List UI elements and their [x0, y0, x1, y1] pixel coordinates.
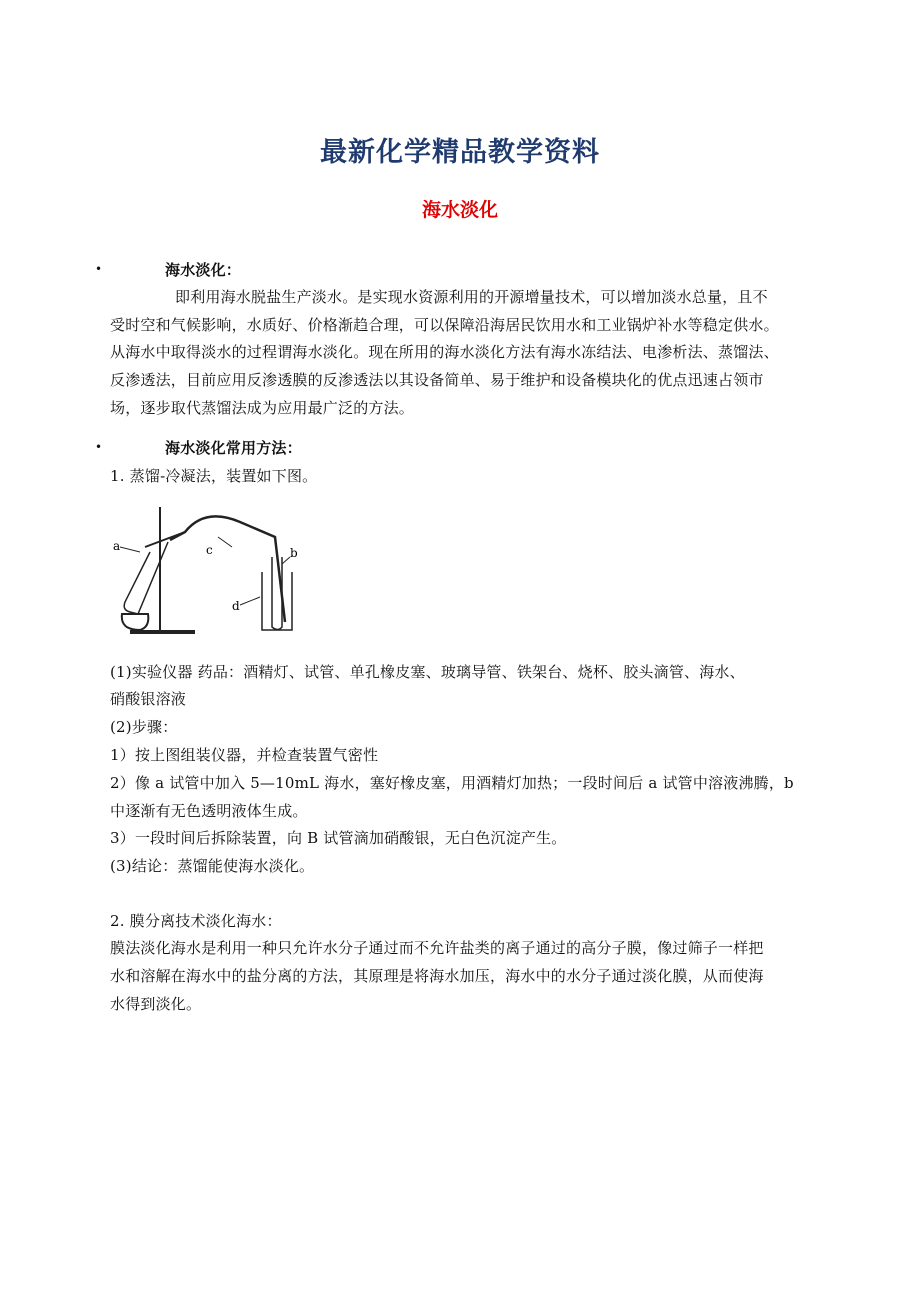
para-line: 反渗透法，目前应用反渗透膜的反渗透法以其设备简单、易于维护和设备模块化的优点迅速占领市: [110, 371, 764, 389]
para-line: 受时空和气候影响，水质好、价格渐趋合理，可以保障沿海居民饮用水和工业锅炉补水等稳定供水。: [110, 316, 779, 334]
para-line: 3）一段时间后拆除装置，向 B 试管滴加硝酸银，无白色沉淀产生。: [110, 829, 567, 847]
para-line: 水得到淡化。: [110, 995, 202, 1013]
para-line: (2)步骤：: [110, 718, 178, 736]
label-c: c: [206, 543, 213, 557]
para-line: 2）像 a 试管中加入 5—10mL 海水，塞好橡皮塞，用酒精灯加热；一段时间后 a 试管中溶液沸腾，b: [110, 774, 794, 792]
para-line: 硝酸银溶液: [110, 690, 187, 708]
label-d: d: [232, 599, 240, 613]
section-heading: 海水淡化：: [165, 261, 242, 279]
label-a: a: [113, 539, 121, 553]
para-line: 即利用海水脱盐生产淡水。是实现水资源利用的开源增量技术，可以增加淡水总量，且不: [175, 288, 768, 306]
section-heading: 海水淡化常用方法：: [165, 439, 302, 457]
para-line: (1)实验仪器 药品：酒精灯、试管、单孔橡皮塞、玻璃导管、铁架台、烧杯、胶头滴管、海水、: [110, 663, 745, 681]
bullet: •: [95, 262, 103, 276]
doc-subtitle: 海水淡化: [421, 199, 498, 221]
para-line: 水和溶解在海水中的盐分离的方法，其原理是将海水加压，海水中的水分子通过淡化膜，从而使海: [110, 967, 764, 985]
method-title: 2. 膜分离技术淡化海水：: [110, 912, 282, 930]
para-line: (3)结论：蒸馏能使海水淡化。: [110, 857, 315, 875]
para-line: 膜法淡化海水是利用一种只允许水分子通过而不允许盐类的离子通过的高分子膜，像过筛子一样把: [110, 939, 764, 957]
para-line: 1）按上图组装仪器，并检查装置气密性: [110, 746, 379, 764]
method-title: 1. 蒸馏-冷凝法，装置如下图。: [110, 467, 318, 485]
doc-title: 最新化学精品教学资料: [320, 137, 600, 168]
para-line: 中逐渐有无色透明液体生成。: [110, 802, 308, 820]
label-b: b: [290, 546, 298, 560]
distillation-apparatus-figure: [110, 502, 300, 637]
para-line: 场，逐步取代蒸馏法成为应用最广泛的方法。: [110, 399, 415, 417]
bullet: •: [95, 440, 103, 454]
para-line: 从海水中取得淡水的过程谓海水淡化。现在所用的海水淡化方法有海水冻结法、电渗析法、蒸馏法、: [110, 343, 779, 361]
